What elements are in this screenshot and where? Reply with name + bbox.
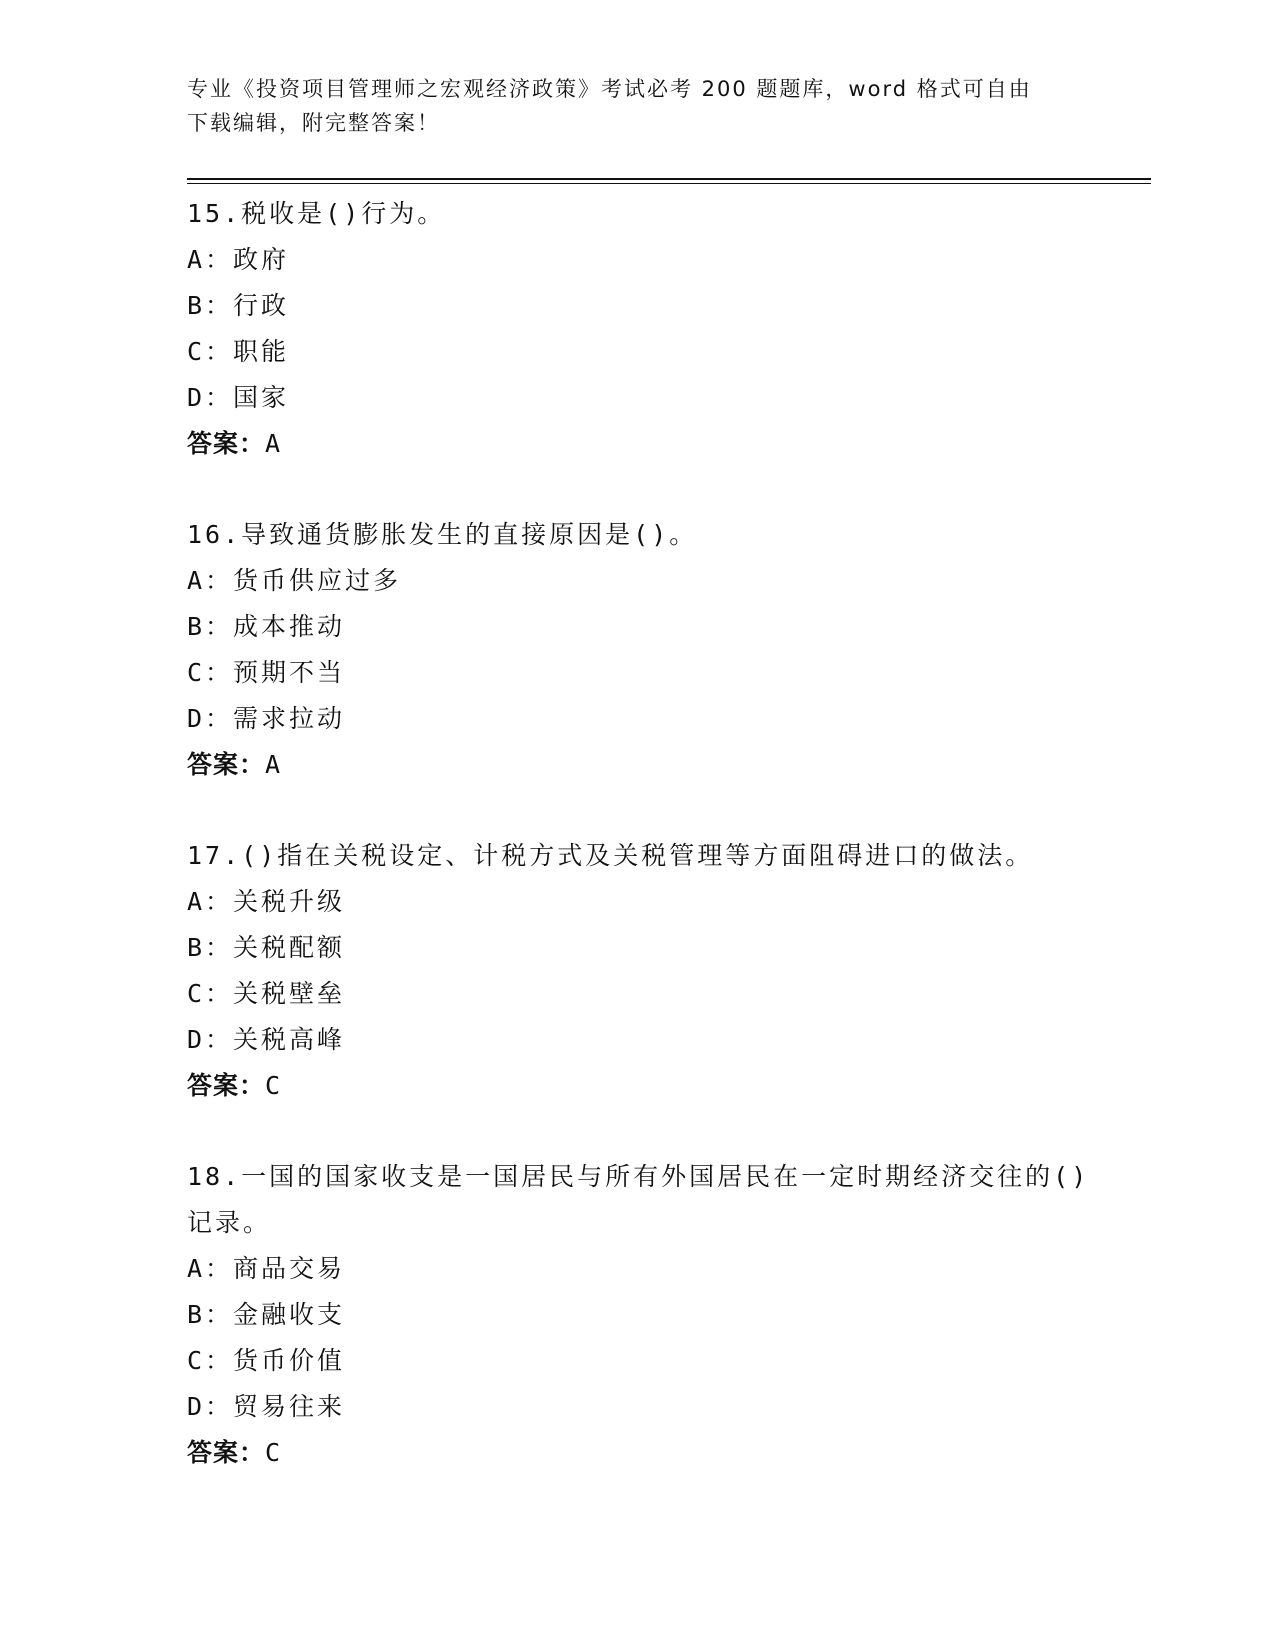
question-15 — [187, 191, 1107, 467]
option-d: D：关税高峰 — [187, 1025, 346, 1054]
answer-label: 答案： — [187, 1438, 266, 1467]
option-d: D：贸易往来 — [187, 1392, 346, 1421]
question-stem: 18.一国的国家收支是一国居民与所有外国居民在一定时期经济交往的()记录。 — [187, 1162, 1090, 1237]
answer-value: A — [265, 429, 282, 458]
option-a: A：政府 — [187, 245, 290, 274]
question-18 — [187, 1154, 1107, 1476]
question-stem: 16.导致通货膨胀发生的直接原因是()。 — [187, 520, 698, 549]
header-line-2: 下载编辑，附完整答案！ — [187, 111, 440, 135]
answer-value: A — [265, 750, 282, 779]
question-list — [187, 191, 1107, 1521]
question-stem: 17.()指在关税设定、计税方式及关税管理等方面阻碍进口的做法。 — [187, 841, 1034, 870]
option-b: B：金融收支 — [187, 1300, 346, 1329]
answer-label: 答案： — [187, 429, 266, 458]
option-c: C：关税壁垒 — [187, 979, 346, 1008]
answer-value: C — [265, 1071, 282, 1100]
document-header — [187, 72, 1087, 140]
answer-label: 答案： — [187, 750, 266, 779]
option-d: D：需求拉动 — [187, 704, 346, 733]
answer-value: C — [265, 1438, 282, 1467]
option-b: B：成本推动 — [187, 612, 346, 641]
header-line-1: 专业《投资项目管理师之宏观经济政策》考试必考 200 题题库，word 格式可自由 — [187, 77, 1032, 101]
answer-line — [187, 421, 1107, 467]
question-16 — [187, 512, 1107, 788]
answer-line — [187, 1063, 1107, 1109]
answer-label: 答案： — [187, 1071, 266, 1100]
option-c: C：预期不当 — [187, 658, 346, 687]
option-a: A：商品交易 — [187, 1254, 346, 1283]
answer-line — [187, 1430, 1107, 1476]
option-b: B：关税配额 — [187, 933, 346, 962]
header-divider-thick — [187, 178, 1151, 180]
option-d: D：国家 — [187, 383, 290, 412]
option-c: C：职能 — [187, 337, 290, 366]
option-b: B：行政 — [187, 291, 290, 320]
option-a: A：货币供应过多 — [187, 566, 402, 595]
answer-line — [187, 742, 1107, 788]
option-c: C：货币价值 — [187, 1346, 346, 1375]
option-a: A：关税升级 — [187, 887, 346, 916]
question-stem: 15.税收是()行为。 — [187, 199, 446, 228]
header-divider-thin — [187, 183, 1151, 184]
question-17 — [187, 833, 1107, 1109]
